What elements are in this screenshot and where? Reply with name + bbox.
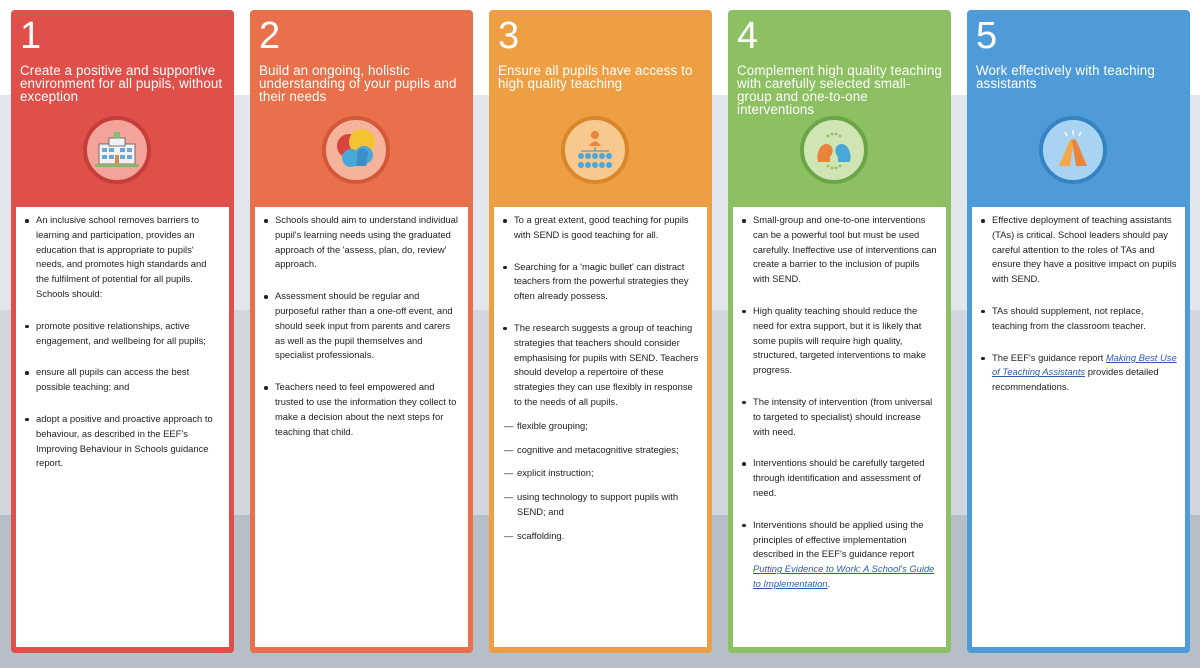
list-item: Effective deployment of teaching assistants (TAs) is critical. School leaders should pay careful attention to the roles of TAs and ensure they have a positive impact on pupils with SEND. — [980, 213, 1177, 287]
list-item: TAs should supplement, not replace, teaching from the classroom teacher. — [980, 304, 1177, 334]
list-item: The research suggests a group of teaching strategies that teachers should consider emphasising for pupils with SEND. Teachers should develop a repertoire of these strategies they can use flexibly in response to the needs of all pupils. — [502, 321, 699, 410]
panel-number: 3 — [498, 15, 520, 57]
guidance-report-link[interactable]: Making Best Use of Teaching Assistants — [992, 351, 1177, 378]
panel-number: 5 — [976, 15, 998, 57]
list-item: An inclusive school removes barriers to learning and participation, provides an education that is appropriate to pupils' needs, and promotes high standards and the fulfilment of potential for all pupils. Schools should: — [24, 213, 221, 302]
panel-title: Create a positive and supportive environment for all pupils, without exception — [20, 63, 223, 104]
two-people-talking-icon — [800, 116, 868, 184]
list-item — [980, 351, 1177, 395]
sub-list-item: — scaffolding. — [502, 529, 699, 544]
panel-1 — [11, 10, 234, 653]
panel-body — [494, 207, 707, 647]
panel-number: 4 — [737, 15, 759, 57]
list-item: adopt a positive and proactive approach to behaviour, as described in the EEF's Improving Behaviour in Schools guidance report. — [24, 412, 221, 471]
sub-list-item: — explicit instruction; — [502, 466, 699, 481]
panel-title: Build an ongoing, holistic understanding of your pupils and their needs — [259, 63, 457, 104]
school-building-icon — [83, 116, 151, 184]
panel-number: 1 — [20, 15, 42, 57]
panel-title: Ensure all pupils have access to high quality teaching — [498, 63, 693, 91]
panel-body — [16, 207, 229, 647]
panel-body — [255, 207, 468, 647]
list-item: The intensity of intervention (from universal to targeted to specialist) should increase with need. — [741, 395, 938, 439]
list-item-text-end: provides detailed recommendations. — [992, 366, 1159, 393]
list-item: promote positive relationships, active engagement, and wellbeing for all pupils; — [24, 319, 221, 349]
sub-list-item: — using technology to support pupils with SEND; and — [502, 490, 699, 520]
panel-title: Complement high quality teaching with carefully selected small-group and one-to-one interventions — [737, 63, 942, 117]
panel-body — [733, 207, 946, 647]
list-item: To a great extent, good teaching for pupils with SEND is good teaching for all. — [502, 213, 699, 243]
list-item: ensure all pupils can access the best possible teaching; and — [24, 365, 221, 395]
high-five-icon — [1039, 116, 1107, 184]
sub-list-item: — flexible grouping; — [502, 419, 699, 434]
heads-thinking-icon — [322, 116, 390, 184]
panel-title: Work effectively with teaching assistants — [976, 63, 1155, 91]
panel-5 — [967, 10, 1190, 653]
panel-4 — [728, 10, 951, 653]
list-item: Teachers need to feel empowered and trusted to use the information they collect to make a decision about the next steps for teaching that child. — [263, 380, 460, 439]
list-item-text: The EEF's guidance report — [992, 351, 1106, 363]
list-item-text-end: . — [827, 577, 831, 589]
panel-3 — [489, 10, 712, 653]
teacher-class-icon — [561, 116, 629, 184]
list-item: High quality teaching should reduce the need for extra support, but it is likely that some pupils will require high quality, structured, targeted interventions to make progress. — [741, 304, 938, 378]
panel-number: 2 — [259, 15, 281, 57]
list-item — [741, 518, 938, 592]
panel-2 — [250, 10, 473, 653]
guidance-report-link[interactable]: Putting Evidence to Work: A School's Guide to Implementation — [753, 563, 935, 589]
list-item: Schools should aim to understand individual pupil's learning needs using the graduated approach of the 'assess, plan, do, review' approach. — [263, 213, 460, 272]
panel-body — [972, 207, 1185, 647]
list-item-text: Interventions should be applied using the principles of effective implementation described in the EEF's guidance report — [753, 518, 924, 560]
list-item: Searching for a 'magic bullet' can distract teachers from the powerful strategies they often already possess. — [502, 260, 699, 304]
list-item: Assessment should be regular and purposeful rather than a one-off event, and should seek input from parents and carers as well as the pupil themselves and specialist professionals. — [263, 289, 460, 363]
list-item: Small-group and one-to-one interventions can be a powerful tool but must be used carefully. Ineffective use of interventions can create a barrier to the inclusion of pupils with SEND. — [741, 213, 938, 287]
sub-list-item: — cognitive and metacognitive strategies; — [502, 443, 699, 458]
list-item: Interventions should be carefully targeted through identification and assessment of need. — [741, 456, 938, 500]
